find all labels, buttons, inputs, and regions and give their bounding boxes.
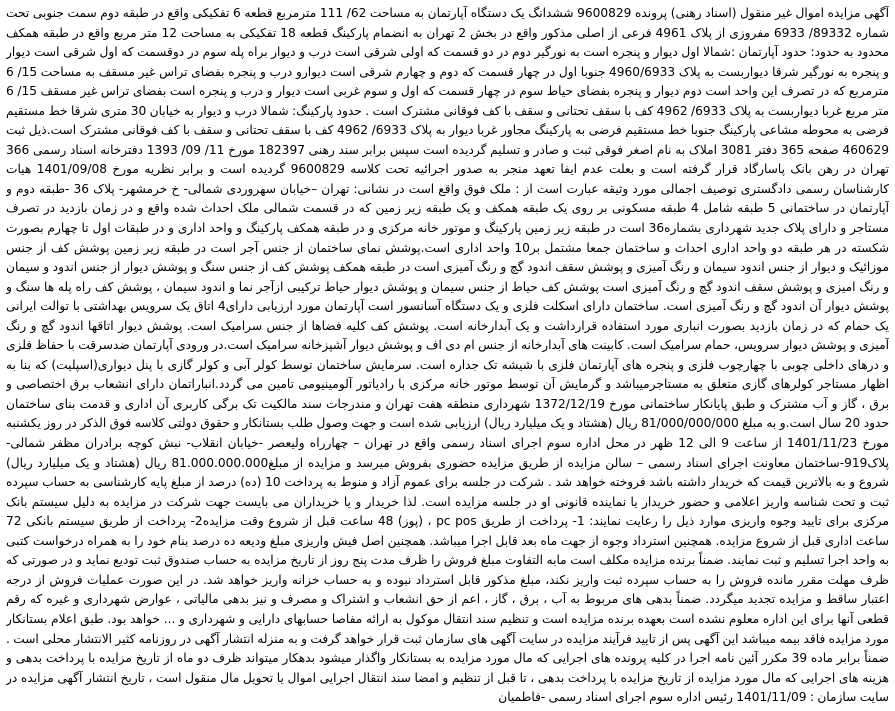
notice-body-text: آگهی مزایده اموال غیر منقول (اسناد رهنی) پرونده 9600829 ششدانگ یک دستگاه آپارتمان به مساحت 62/ 111 مترمربع قطعه 6 تفکیکی واقع در طبقه دوم سمت جنوبی تحت شماره 89332/ 6933 مفروزی از پلاک 4961 فرعی از اصلی مذکور واقع در بخش 2 تهران به انضمام پارکینگ قطعه 18 تفکیکی به مساحت 12 متر مربع واقع در طبقه همکف محدود به حدود: حدود آپارتمان :شمالا اول دیوار و پنجره است به نورگیر دوم در دو قسمت که اولی شرقی است درب و دیوار براه پله سوم در دوقسمت که اول شرقی است دیوار و پنجره به نورگیر شرقا دیواربست به پلاک 4960/6933 جنوبا اول در چهار قسمت که دوم و چهارم شرقی است دیوارو درب و پنجره بفضای تراس غیر مسقف به مساحت 15/ 6 مترمربع که در تصرف این واحد است دوم دیوار و پنجره بفضای حیاط سوم در چهار قسمت که اول و سوم غربی است دیوار و درب و پنجره است بفضای تراس غیر مسقف 15/ 6 متر مربع غربا دیواربست به پلاک 6933/ 4962 کف با سقف تحتانی و سقف با کف فوقانی مشترک است . حدود پارکینگ: شمالا درب و دیوار به خیابان 30 متری شرقا خط مستقیم فرضی به محوطه مشاعی پارکینگ جنوبا خط مستقیم فرضی به پارکینگ مجاور غربا دیوار به پلاک 6933/ 4962 کف با سقف تحتانی و سقف با کف فوقانی مشترک است.ذیل ثبت 460629 صفحه 365 دفتر 3081 املاک به نام اصغر فوقی ثبت و صادر و تسلیم گردیده است سپس برابر سند رهنی 182397 مورخ 11/ 09/ 1393 دفترخانه اسناد رسمی 366 تهران در رهن بانک پاسارگاد قرار گرفته است و بعلت عدم ایفا تعهد منجر به صدور اجرائیه تحت کلاسه 9600829 گردیده است و برابر نظریه مورخ 1401/09/08 هیات کارشناسان رسمی دادگستری توصیف اجمالی مورد وثیقه عبارت است از : ملک فوق واقع است در نشانی: تهران –خیابان سهروردی شمالی- خ خرمشهر- پلاک 36 -طبقه دوم و آپارتمان در ساختمانی 5 طبقه شامل 4 طبقه مسکونی بر روی یک طبقه همکف و یک طبقه زیر زمین که در قسمت شمالی ملک احداث شده واقع و در زمان بازدید در تصرف مستاجر و دارای پلاک جدید شهرداری بشماره36 است در طبقه زیر زمین پارکینگ و موتور خانه مرکزی و در طبقه همکف پارکینگ و واحد اداری و در طبقات اول تا چهارم بصورت شکسته در هر طبقه دو واحد اداری احداث و ساختمان جمعا مشتمل بر10 واحد اداری است.پوشش نمای ساختمان از جنس آجر است در طبقه زیر زمین پوشش کف از جنس موزائیک و دیوار از جنس اندود سیمان و رنگ آمیزی و پوشش سقف اندود گچ و رنگ آمیزی است در طبقه همکف پوشش کف از جنس سنگ و پوشش دیوار از جنس اندود و سیمان و رنگ امیزی و پوشش سقف اندود گچ و رنگ آمیزی است پوشش کف حیاط از جنس سیمان و پوشش دیوار حیاط ترکیبی ازآجر نما و اندود سیمان ، پوشش کف راه پله ها سنگ و پوشش دیوار آن اندود گچ و رنگ آمیزی است. ساختمان دارای اسکلت فلزی و یک دستگاه آسانسور است آپارتمان مورد ارزیابی دارای4 اتاق یک سرویس بهداشتی با توالت ایرانی یک حمام که در زمان بازدید بصورت انباری مورد استفاده قرارداشت و یک آبدارخانه است. پوشش کف کلیه فضاها از جنس سرامیک است. پوشش دیوار اتاقها اندود گچ و رنگ آمیزی و پوشش دیوار سرویس، حمام سرامیک است. کابینت های آبدارخانه از جنس ام دی اف و پوشش دیوار آشپزخانه سرامیک است.در ورودی آپارتمان ضدسرقت با حفاظ فلزی و درهای داخلی چوبی با چهارچوب فلزی و پنجره های آپارتمان فلزی با شیشه تک جداره است. سرمایش ساختمان توسط کولر آبی و کولر گازی با پنل دیواری(اسپلیت) که بنا به اظهار مستاجر کولرهای گازی متعلق به مستاجرمیباشد و گرمایش آن توسط موتور خانه مرکزی با رادیاتور آلومینیومی تامین می گردد.انباراتمان دارای انشعاب برق اختصاصی و برق ، گاز و آب مشترک و طبق پایانکار ساختمانی مورخ 1372/12/19 شهرداری منطقه هفت تهران و مندرجات سند مالکیت تک برگی کاربری آن اداری و قدمت بنای ساختمان حدود 20 سال است.و به مبلغ 81/000/000/000 ریال (هشتاد و یک میلیارد ریال) ارزیابی شده است و جهت وصول طلب بستانکار و حقوق دولتی کلاسه فوق الذکر در روز یکشنبه مورخ 1401/11/23 از ساعت 9 الی 12 ظهر در محل اداره سوم اجرای اسناد رسمی واقع در تهران – چهارراه ولیعصر -خیابان انقلاب- نبش کوچه برادران مظفر شمالی-پلاک919-ساختمان معاونت اجرای اسناد رسمی – سالن مزایده از طریق مزایده حضوری بفروش میرسد و مزایده از مبلغ81.000.000.000 ریال (هشتاد و یک میلیارد ریال) شروع و به بالاترین قیمت که خریدار داشته باشد فروخته خواهد شد . شرکت در جلسه برای عموم آزاد و منوط به پرداخت 10 (ده) درصد از مبلغ پایه کارشناسی به حساب سپرده ثبت و تحت شناسه واریز اعلامی و حضور خریدار یا نماینده قانونی او در جلسه مزایده است. لذا خریدار و یا خریداران می بایست جهت شرکت در مزایده به دلیل سیستم بانک مرکزی برای تایید وجوه واریزی موارد ذیل را رعایت نمایند: 1- پرداخت از طریق pc pos ، (پوز) 48 ساعت قبل از شروع وقت مزایده2- پرداخت از طریق سیستم بانکی 72 ساعت اداری قبل از شروع مزایده. همچنین استرداد وجوه از جهت ماه بعد قابل اجرا میباشد. همچنین اصل فیش واریزی مبلغ ودیعه ده درصد بنام خود را به همراه درخواست کتبی به واحد اجرا تسلیم و ثبت نمایند. ضمناً برنده مزایده مکلف است مابه التفاوت مبلغ فروش را ظرف مدت پنج روز از تاریخ مزایده به حساب صندوق ثبت تودیع نماید و در صورتی که ظرف مهلت مقرر مانده فروش را به حساب سپرده ثبت واریز نکند، مبلغ مذکور قابل استرداد نبوده و به حساب خزانه واریز خواهد شد. در این صورت عملیات فروش از درجه اعتبار ساقط و مزایده تجدید میگردد. ضمناً بدهی های مربوط به آب ، برق ، گاز ، اعم از حق انشعاب و اشتراک و مصرف و نیز بدهی مالیاتی ، عوارض شهرداری و غیره که رقم قطعی آنها برای این اداره معلوم نشده است بعهده برنده مزایده است و تنظیم سند انتقال موکول به ارائه مفاصا حسابهای دارایی و شهرداری و ... خواهد بود. طبق اعلام بستانکار مورد مزایده فاقد بیمه میباشد این آگهی پس از تایید فرآیند مزایده در سایت آگهی های سازمان ثبت قرار خواهد گرفت و به منزله انتشار آگهی در روزنامه کثیر الانتشار محلی است . ضمناً برابر ماده 39 مکرر آئین نامه اجرا در کلیه پرونده های اجرایی که مال مورد مزایده به بستانکار واگذار میشود بدهکار میتواند ظرف دو ماه از تاریخ مزایده با پرداخت بدهی و هزینه های اجرایی که مال مورد مزایده از تاریخ مزایده با پرداخت بدهی ، تا قبل از تنظیم و امضا سند انتقال اجرایی اموال یا تحویل مال منقول است ، تاریخ انتشار آگهی مزایده در سایت سازمان : 1401/11/09 رئیس اداره سوم اجرای اسناد رسمی -فاطمیان — [6, 6, 889, 705]
auction-notice — [6, 4, 889, 707]
